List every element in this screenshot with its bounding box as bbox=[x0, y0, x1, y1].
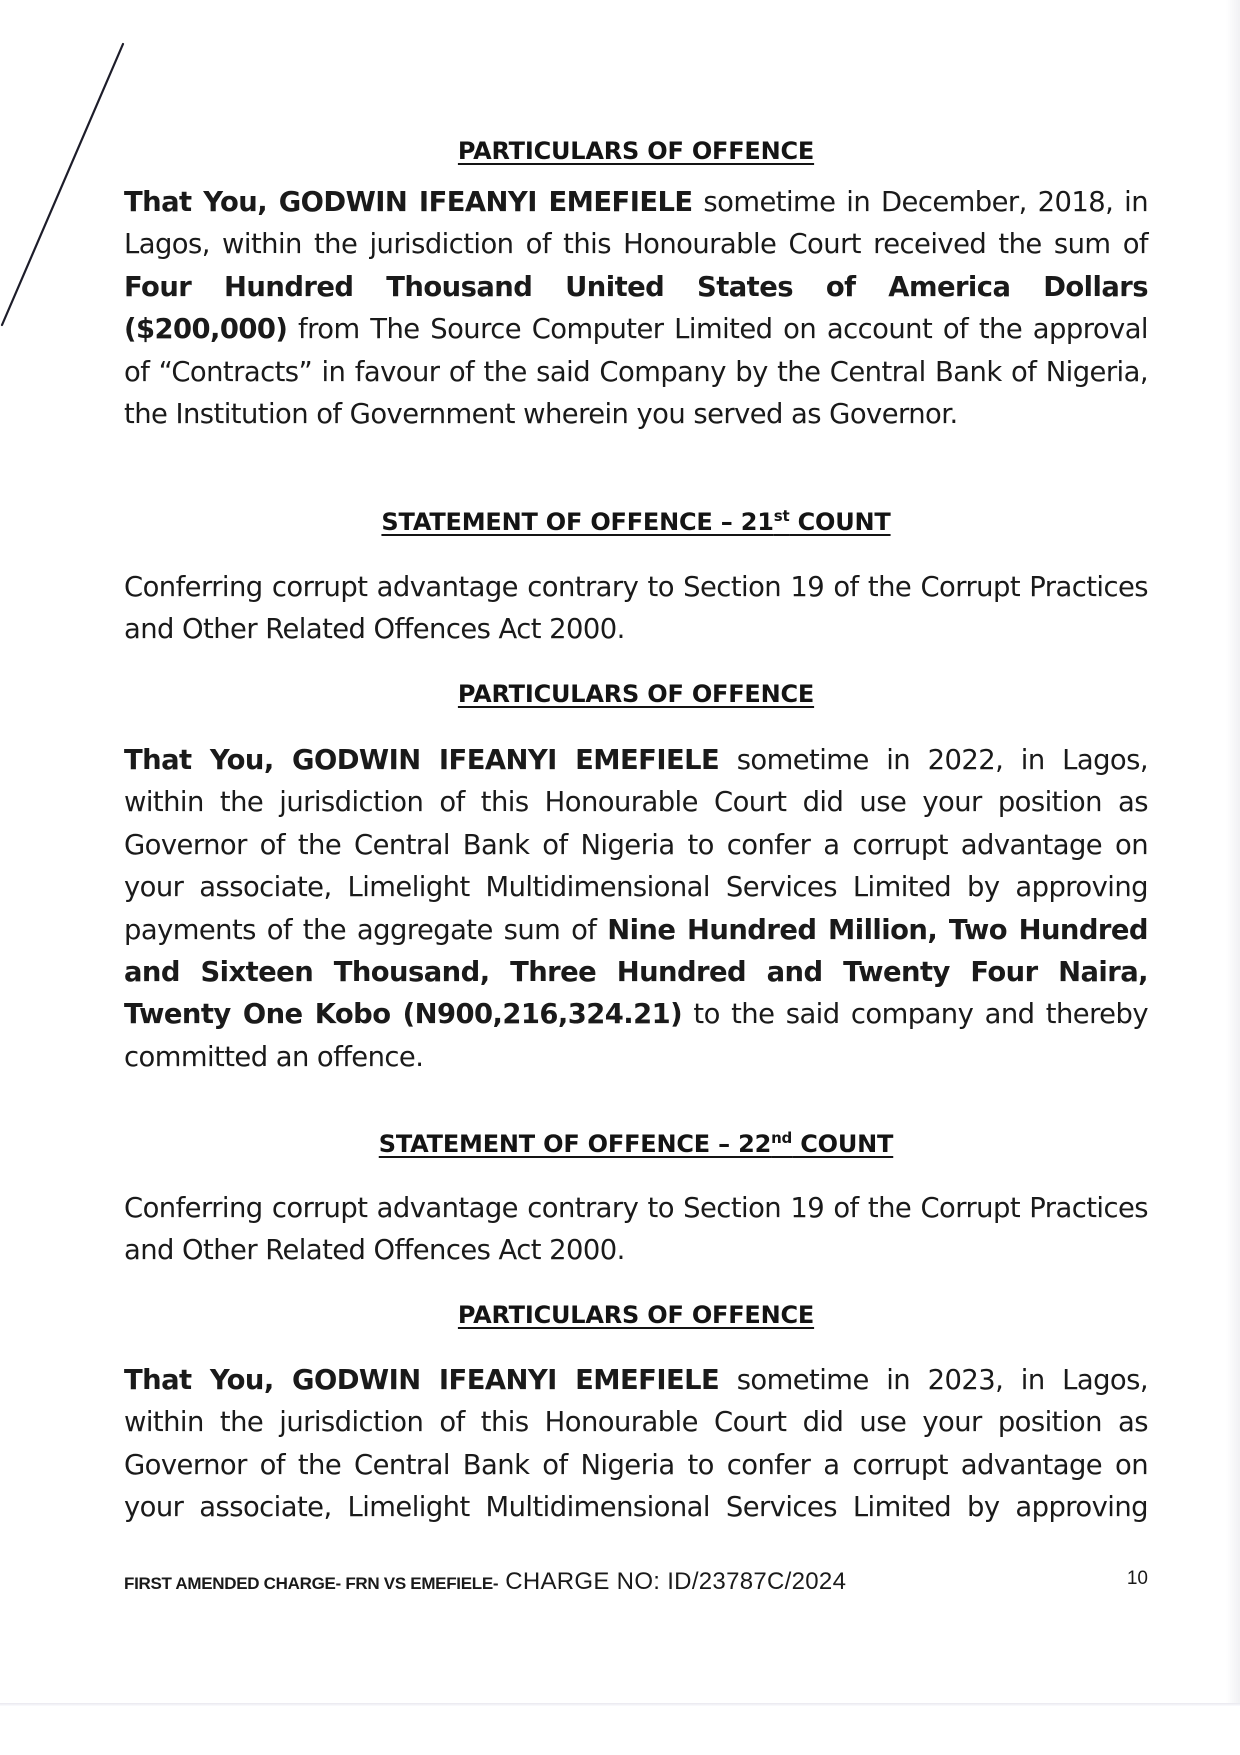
statement-heading-22nd-count bbox=[124, 1130, 1148, 1158]
paragraph-text: sometime in 2022, in Lagos, within the jurisdiction of this Honourable Court did use your position as Governor of the Central Bank of Nigeria to confer a corrupt advantage on your associate, Limelight Multidimensional Services Limited by approving payments of the aggregate sum of bbox=[124, 745, 1148, 946]
statement-paragraph bbox=[124, 567, 1148, 652]
heading-text bbox=[379, 1130, 893, 1158]
footer-case-title: FIRST AMENDED CHARGE- FRN VS EMEFIELE- bbox=[124, 1574, 499, 1593]
charge-reference bbox=[124, 1568, 846, 1596]
ordinal-suffix: st bbox=[773, 507, 790, 525]
particulars-paragraph bbox=[124, 182, 1148, 436]
footer-charge-number: CHARGE NO: ID/23787C/2024 bbox=[498, 1568, 847, 1595]
paragraph-text: sometime in December, 2018, in Lagos, within the jurisdiction of this Honourable Court received the sum of bbox=[124, 187, 1149, 261]
particulars-paragraph bbox=[124, 740, 1148, 1079]
paragraph-text: Conferring corrupt advantage contrary to Section 19 of the Corrupt Practices and Other Related Offences Act 2000. bbox=[124, 1193, 1148, 1267]
amount-text: Four Hundred Thousand United States of America Dollars ($200,000) bbox=[124, 271, 1148, 346]
heading-text: PARTICULARS OF OFFENCE bbox=[457, 680, 815, 708]
particulars-heading bbox=[124, 1301, 1148, 1329]
statement-heading-21st-count bbox=[124, 508, 1148, 536]
heading-prefix: STATEMENT OF OFFENCE – 22 bbox=[378, 1130, 772, 1158]
particulars-paragraph bbox=[124, 1360, 1148, 1530]
ordinal-suffix: nd bbox=[771, 1129, 793, 1147]
page-right-edge-shadow bbox=[1226, 0, 1240, 1705]
page-number: 10 bbox=[1126, 1568, 1148, 1589]
heading-suffix: COUNT bbox=[792, 1130, 894, 1158]
heading-text bbox=[381, 508, 890, 536]
accused-name: That You, GODWIN IFEANYI EMEFIELE bbox=[124, 1365, 720, 1396]
heading-prefix: STATEMENT OF OFFENCE – 21 bbox=[381, 508, 774, 536]
paragraph-text: sometime in 2023, in Lagos, within the jurisdiction of this Honourable Court did use your position as Governor of the Central Bank of Nigeria to confer a corrupt advantage on your associate, Limelight Multidimensional Services Limited by approving bbox=[124, 1365, 1148, 1524]
paragraph-text: to the said company and thereby committed an offence. bbox=[124, 999, 1148, 1073]
heading-text: PARTICULARS OF OFFENCE bbox=[457, 1301, 815, 1329]
margin-pen-stroke bbox=[0, 0, 140, 340]
paragraph-text: from The Source Computer Limited on account of the approval of “Contracts” in favour of the said Company by the Central Bank of Nigeria, the Institution of Government wherein you served as Governor. bbox=[124, 314, 1148, 431]
heading-text: PARTICULARS OF OFFENCE bbox=[457, 137, 815, 165]
amount-text: Nine Hundred Million, Two Hundred and Sixteen Thousand, Three Hundred and Twenty Four Naira, Twenty One Kobo (N900,216,324.21) bbox=[124, 914, 1148, 1031]
page-footer bbox=[124, 1568, 1148, 1598]
particulars-heading bbox=[124, 137, 1148, 165]
paragraph-text: Conferring corrupt advantage contrary to Section 19 of the Corrupt Practices and Other Related Offences Act 2000. bbox=[124, 572, 1148, 646]
accused-name: That You, GODWIN IFEANYI EMEFIELE bbox=[124, 187, 693, 218]
particulars-heading bbox=[124, 680, 1148, 708]
page-bottom-edge bbox=[0, 1703, 1240, 1706]
accused-name: That You, GODWIN IFEANYI EMEFIELE bbox=[124, 745, 720, 776]
heading-suffix: COUNT bbox=[789, 508, 891, 536]
statement-paragraph bbox=[124, 1188, 1148, 1273]
